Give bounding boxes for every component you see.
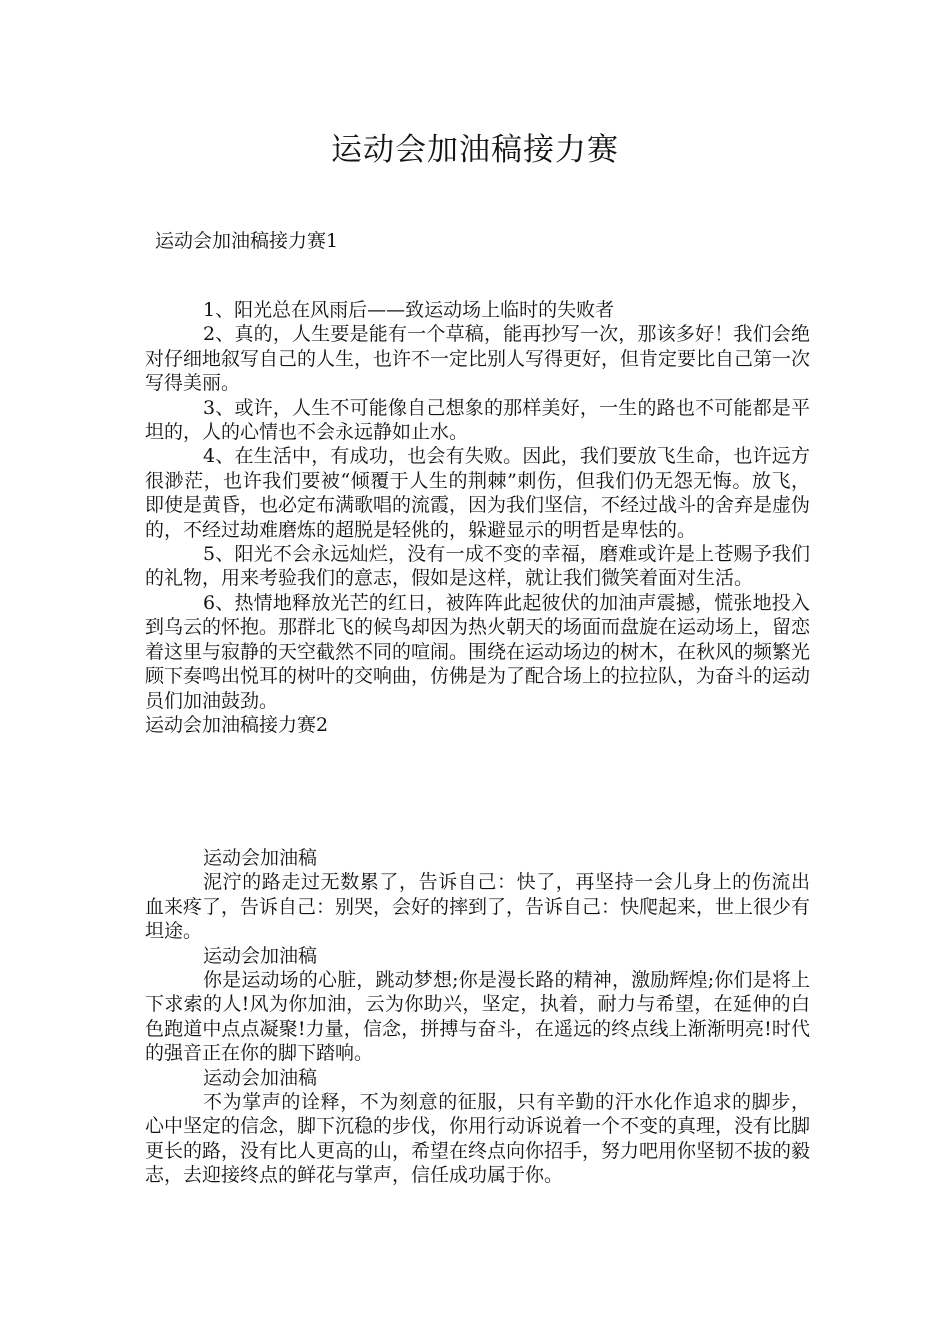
document-title: 运动会加油稿接力赛 [331, 132, 619, 168]
paragraph-4: 4、在生活中，有成功，也会有失败。因此，我们要放飞生命，也许远方很渺茫，也许我们要被“倾覆于人生的荆棘”刺伤，但我们仍无怨无悔。放飞，即使是黄昏，也必定布满歌唱的流霞，因为我们坚信，不经过战斗的舍弃是虚伪的，不经过劫难磨炼的超脱是轻佻的，躲避显示的明哲是卑怯的。 [145, 445, 811, 541]
paragraph-1: 1、阳光总在风雨后——致运动场上临时的失败者 [203, 299, 615, 321]
section-1-body [145, 298, 810, 737]
paragraph-2: 2、真的，人生要是能有一个草稿，能再抄写一次，那该多好！我们会绝对仔细地叙写自己的人生，也许不一定比别人写得更好，但肯定要比自己第一次写得美丽。 [145, 323, 811, 395]
subheading-3: 运动会加油稿 [203, 1066, 318, 1089]
paragraph-5: 5、阳光不会永远灿烂，没有一成不变的幸福，磨难或许是上苍赐予我们的礼物，用来考验我们的意志，假如是这样，就让我们微笑着面对生活。 [145, 543, 810, 590]
paragraph-3: 3、或许，人生不可能像自己想象的那样美好，一生的路也不可能都是平坦的，人的心情也不会永远静如止水。 [145, 396, 810, 444]
paragraph-6: 6、热情地释放光芒的红日，被阵阵此起彼伏的加油声震撼，慌张地投入到乌云的怀抱。那群北飞的候鸟却因为热火朝天的场面而盘旋在运动场上，留恋着这里与寂静的天空截然不同的喧闹。围绕在运动场边的树木，在秋风的频繁光顾下奏鸣出悦耳的树叶的交响曲，仿佛是为了配合场上的拉拉队，为奋斗的运动员们加油鼓劲。 [145, 591, 811, 712]
section-2-body [145, 846, 810, 1188]
subsection-text-1: 泥泞的路走过无数累了，告诉自己：快了，再坚持一会儿身上的伤流出血来疼了，告诉自己：别哭，会好的摔到了，告诉自己：快爬起来，世上很少有坦途。 [145, 871, 811, 943]
subsection-text-3: 不为掌声的诠释，不为刻意的征服，只有辛勤的汗水化作追求的脚步，心中坚定的信念，脚下沉稳的步伐，你用行动诉说着一个不变的真理，没有比脚更长的路，没有比人更高的山，希望在终点向你招手，努力吧用你坚韧不拔的毅志，去迎接终点的鲜花与掌声，信任成功属于你。 [145, 1091, 811, 1187]
subheading-1: 运动会加油稿 [203, 847, 318, 869]
subsection-text-2: 你是运动场的心脏，跳动梦想;你是漫长路的精神，激励辉煌;你们是将上下求索的人!风为你加油，云为你助兴，坚定，执着，耐力与希望，在延伸的白色跑道中点点凝聚!力量，信念，拼搏与奋斗，在遥远的终点线上渐渐明亮!时代的强音正在你的脚下踏响。 [145, 969, 810, 1065]
subheading-2: 运动会加油稿 [203, 944, 318, 967]
section-heading-2: 运动会加油稿接力赛2 [145, 713, 329, 736]
section-heading-1: 运动会加油稿接力赛1 [155, 230, 339, 252]
